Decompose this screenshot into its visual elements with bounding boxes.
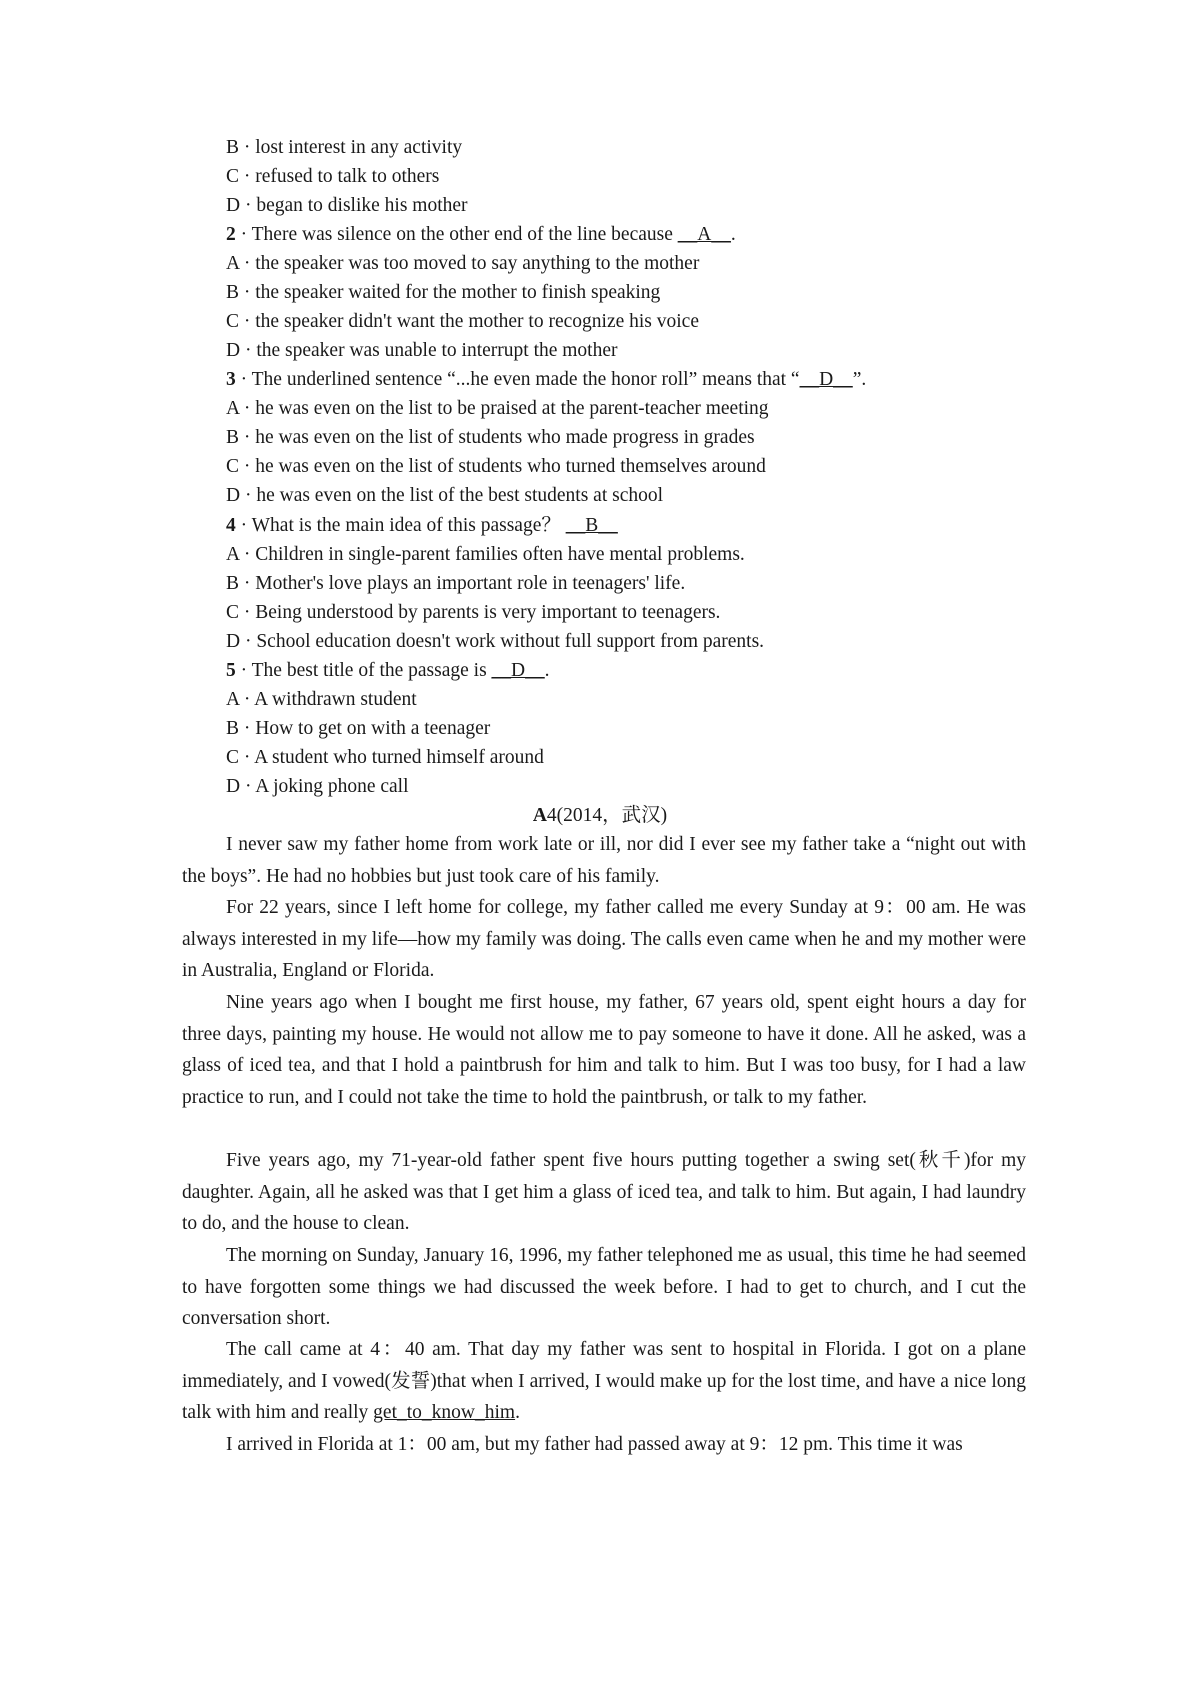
- q2-option-b: B · the speaker waited for the mother to finish speaking: [226, 282, 661, 303]
- question-2: 2 · There was silence on the other end of the line because __A__.: [226, 224, 736, 245]
- q3-option-c: C · he was even on the list of students who turned themselves around: [226, 456, 766, 477]
- question-5: 5 · The best title of the passage is __D__.: [226, 660, 550, 681]
- passage-paragraph-1: I never saw my father home from work late or ill, nor did I ever see my father take a “night out with the boys”. He had no hobbies but just took care of his family.: [182, 834, 1026, 887]
- question-stem: · The underlined sentence “...he even made the honor roll” means that “: [235, 369, 800, 390]
- question-number: 2: [226, 224, 236, 245]
- passage-paragraph-6: The call came at 4：40 am. That day my father was sent to hospital in Florida. I got on a plane immediately, and I vowed(发誓)that when I arrived, I would make up for the lost time, and have a nice long talk with him and really get_to_know_him.: [182, 1339, 1026, 1424]
- answer-blank: __D__: [491, 660, 545, 681]
- q5-option-b: B · How to get on with a teenager: [226, 718, 491, 739]
- q3-option-d: D · he was even on the list of the best students at school: [226, 485, 664, 506]
- q4-option-d: D · School education doesn't work without full support from parents.: [226, 631, 765, 652]
- q5-option-c: C · A student who turned himself around: [226, 747, 544, 768]
- underlined-phrase: get_to_know_him: [373, 1402, 516, 1424]
- passage-paragraph-7: I arrived in Florida at 1：00 am, but my father had passed away at 9：12 pm. This time it was: [226, 1434, 963, 1455]
- question-4: [226, 514, 618, 538]
- passage-paragraph-3: Nine years ago when I bought me first house, my father, 67 years old, spent eight hours a day for three days, painting my house. He would not allow me to pay someone to have it done. All he asked, was a glass of iced tea, and that I hold a paintbrush for him and talk to him. But I was too busy, for I had a law practice to run, and I could not take the time to hold the paintbrush, or talk to my father.: [182, 992, 1026, 1108]
- passage-paragraph-2: For 22 years, since I left home for college, my father called me every Sunday at 9：00 am. He was always interested in my life—how my family was doing. The calls even came when he and my mother were in Australia, England or Florida.: [182, 897, 1026, 982]
- q5-option-a: A · A withdrawn student: [226, 689, 417, 710]
- question-stem: · The best title of the passage is: [235, 660, 492, 681]
- q2-option-c: C · the speaker didn't want the mother to recognize his voice: [226, 311, 699, 332]
- answer-blank: __D__: [799, 369, 853, 390]
- question-3: 3 · The underlined sentence “...he even made the honor roll” means that “__D__”.: [226, 369, 867, 390]
- q2-option-d: D · the speaker was unable to interrupt the mother: [226, 340, 618, 361]
- q1-option-b: B · lost interest in any activity: [226, 137, 463, 158]
- question-number: 4: [226, 515, 236, 536]
- q3-option-a: A · he was even on the list to be praised at the parent-teacher meeting: [226, 398, 769, 419]
- question-number: 3: [226, 369, 236, 390]
- question-stem: · What is the main idea of this passage？: [235, 515, 566, 536]
- q3-option-b: B · he was even on the list of students who made progress in grades: [226, 427, 755, 448]
- q2-option-a: A · the speaker was too moved to say anything to the mother: [226, 253, 700, 274]
- q4-option-c: C · Being understood by parents is very important to teenagers.: [226, 602, 721, 623]
- q1-option-d: D · began to dislike his mother: [226, 195, 468, 216]
- q5-option-d: D · A joking phone call: [226, 776, 409, 797]
- q4-option-a: A · Children in single-parent families often have mental problems.: [226, 544, 745, 565]
- passage-paragraph-4: Five years ago, my 71-year-old father spent five hours putting together a swing set(秋千)for my daughter. Again, all he asked was that I get him a glass of iced tea, and talk to him. But again, I had laundry to do, and the house to clean.: [182, 1150, 1026, 1235]
- q1-option-c: C · refused to talk to others: [226, 166, 440, 187]
- section-heading: A4(2014，武汉): [532, 805, 668, 826]
- answer-blank: __A__: [677, 224, 731, 245]
- question-stem: · There was silence on the other end of the line because: [235, 224, 678, 245]
- passage-paragraph-5: The morning on Sunday, January 16, 1996, my father telephoned me as usual, this time he had seemed to have forgotten some things we had discussed the week before. I had to get to church, and I cut the conversation short.: [182, 1245, 1026, 1330]
- answer-blank: __B__: [565, 515, 618, 536]
- q4-option-b: B · Mother's love plays an important role in teenagers' life.: [226, 573, 686, 594]
- question-number: 5: [226, 660, 236, 681]
